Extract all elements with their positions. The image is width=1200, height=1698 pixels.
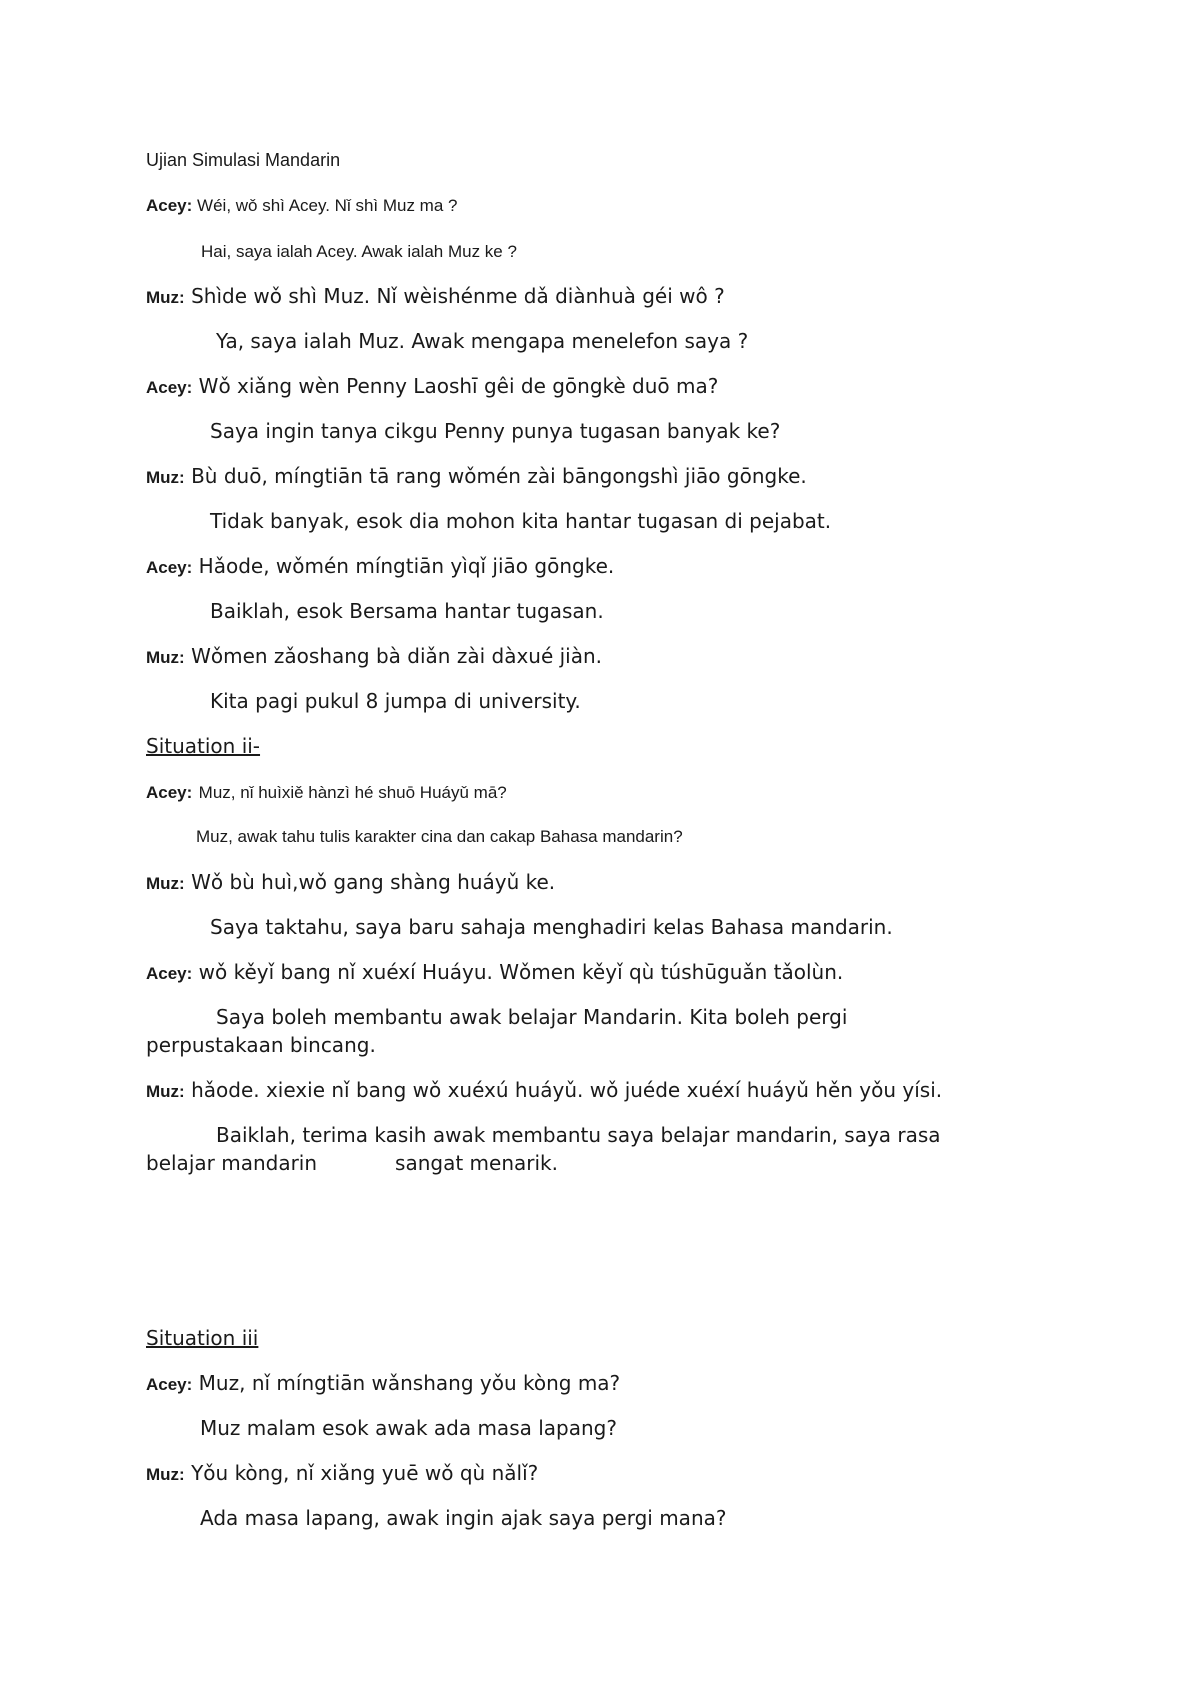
pinyin: Bù duō, míngtiān tā rang wǒmén zài bāngongshì jiāo gōngke. [191, 464, 807, 488]
translation: Saya boleh membantu awak belajar Mandarin. Kita boleh pergi [216, 1005, 848, 1029]
pinyin: Wǒ xiǎng wèn Penny Laoshī gêi de gōngkè duō ma? [198, 374, 719, 398]
speaker: Acey: [146, 783, 193, 802]
pinyin: Yǒu kòng, nǐ xiǎng yuē wǒ qù nǎlǐ? [191, 1461, 539, 1485]
dialogue-line [146, 868, 555, 898]
pinyin: Muz, nǐ míngtiān wǎnshang yǒu kòng ma? [198, 1371, 621, 1395]
section-heading: Situation ii- [146, 734, 261, 758]
translation: Baiklah, terima kasih awak membantu saya belajar mandarin, saya rasa [216, 1123, 941, 1147]
speaker: Muz: [146, 468, 185, 487]
speaker: Muz: [146, 1082, 185, 1101]
speaker: Muz: [146, 1465, 185, 1484]
translation: Muz malam esok awak ada masa lapang? [200, 1416, 617, 1440]
dialogue-line [146, 1459, 538, 1489]
pinyin: Wéi, wǒ shì Acey. Nǐ shì Muz ma ? [197, 196, 458, 215]
speaker: Acey: [146, 964, 193, 983]
pinyin: Muz, nǐ huìxiě hànzì hé shuō Huáyǔ mā? [198, 783, 507, 802]
dialogue-line [146, 192, 457, 220]
translation-part: belajar mandarin [146, 1151, 318, 1175]
speaker: Muz: [146, 648, 185, 667]
translation: Muz, awak tahu tulis karakter cina dan cakap Bahasa mandarin? [196, 827, 683, 846]
translation: Kita pagi pukul 8 jumpa di university. [210, 689, 581, 713]
pinyin: Hǎode, wǒmén míngtiān yìqǐ jiāo gōngke. [198, 554, 615, 578]
dialogue-line [146, 462, 807, 492]
speaker: Acey: [146, 378, 193, 397]
pinyin: Shìde wǒ shì Muz. Nǐ wèishénme dǎ diànhuà géi wô ? [191, 284, 725, 308]
translation: Hai, saya ialah Acey. Awak ialah Muz ke ? [201, 242, 517, 261]
translation-part: sangat menarik. [395, 1151, 558, 1175]
translation: Ya, saya ialah Muz. Awak mengapa menelefon saya ? [216, 329, 749, 353]
dialogue-line [146, 372, 718, 402]
dialogue-line [146, 958, 843, 988]
speaker: Acey: [146, 1375, 193, 1394]
dialogue-line [146, 1076, 942, 1106]
section-heading: Situation iii [146, 1326, 259, 1350]
dialogue-line [146, 642, 602, 672]
translation-continued [146, 1149, 558, 1177]
dialogue-line [146, 1369, 620, 1399]
pinyin: Wǒ bù huì,wǒ gang shàng huáyǔ ke. [191, 870, 556, 894]
translation: Saya ingin tanya cikgu Penny punya tugasan banyak ke? [210, 419, 781, 443]
dialogue-line [146, 282, 725, 312]
pinyin: wǒ kěyǐ bang nǐ xuéxí Huáyu. Wǒmen kěyǐ qù túshūguǎn tǎolùn. [198, 960, 844, 984]
translation: Tidak banyak, esok dia mohon kita hantar tugasan di pejabat. [210, 509, 832, 533]
pinyin: Wǒmen zǎoshang bà diǎn zài dàxué jiàn. [191, 644, 603, 668]
translation: Ada masa lapang, awak ingin ajak saya pergi mana? [200, 1506, 727, 1530]
translation-continued: perpustakaan bincang. [146, 1033, 376, 1057]
speaker: Muz: [146, 874, 185, 893]
translation: Baiklah, esok Bersama hantar tugasan. [210, 599, 604, 623]
speaker: Acey: [146, 558, 193, 577]
pinyin: hǎode. xiexie nǐ bang wǒ xuéxú huáyǔ. wǒ juéde xuéxí huáyǔ hěn yǒu yísi. [191, 1078, 943, 1102]
speaker: Muz: [146, 288, 185, 307]
speaker: Acey: [146, 196, 193, 215]
dialogue-line [146, 552, 614, 582]
document-title: Ujian Simulasi Mandarin [146, 150, 341, 170]
translation: Saya taktahu, saya baru sahaja menghadiri kelas Bahasa mandarin. [210, 915, 893, 939]
dialogue-line [146, 777, 507, 807]
